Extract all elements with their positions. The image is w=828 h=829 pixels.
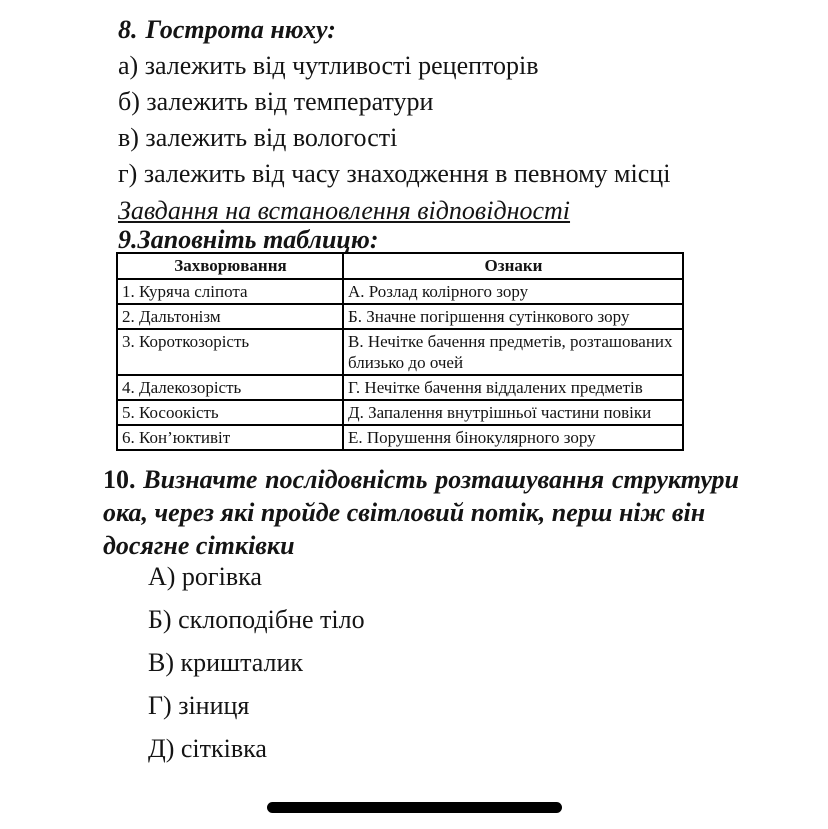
question8-option-v: в) залежить від вологості bbox=[118, 123, 398, 152]
sign-cell: А. Розлад колірного зору bbox=[343, 279, 683, 304]
question10-option-a: А) рогівка bbox=[148, 562, 262, 591]
disease-cell: 6. Кон’юктивіт bbox=[117, 425, 343, 450]
sign-cell: Г. Нечітке бачення віддалених предметів bbox=[343, 375, 683, 400]
question10-option-v: В) кришталик bbox=[148, 648, 304, 677]
question10-title-text1: Визначте послідовність розташування структури bbox=[143, 465, 739, 494]
table-row bbox=[117, 304, 683, 329]
question10-title bbox=[103, 463, 739, 562]
question8-option-g: г) залежить від часу знаходження в певному місці bbox=[118, 159, 671, 188]
question10-option-g: Г) зіниця bbox=[148, 691, 250, 720]
question9-title: 9.Заповніть таблицю: bbox=[118, 225, 379, 254]
table-row bbox=[117, 425, 683, 450]
disease-cell: 2. Дальтонізм bbox=[117, 304, 343, 329]
table-row bbox=[117, 279, 683, 304]
disease-cell: 1. Куряча сліпота bbox=[117, 279, 343, 304]
sign-cell: Б. Значне погіршення сутінкового зору bbox=[343, 304, 683, 329]
question10-number: 10. bbox=[103, 465, 136, 494]
question8-title bbox=[118, 14, 336, 46]
sign-cell: Д. Запалення внутрішньої частини повіки bbox=[343, 400, 683, 425]
diseases-table bbox=[116, 252, 684, 451]
question10-title-line2: ока, через які пройде світловий потік, перш ніж він bbox=[103, 498, 706, 527]
sign-cell: Е. Порушення бінокулярного зору bbox=[343, 425, 683, 450]
disease-cell: 3. Короткозорість bbox=[117, 329, 343, 375]
question10-title-line3: досягне сітківки bbox=[103, 531, 295, 560]
question8-number: 8. bbox=[118, 15, 138, 44]
table-row bbox=[117, 329, 683, 375]
table-row bbox=[117, 400, 683, 425]
table-header-row bbox=[117, 253, 683, 279]
disease-cell: 5. Косоокість bbox=[117, 400, 343, 425]
home-indicator-bar[interactable] bbox=[267, 802, 562, 813]
question10-title-line1 bbox=[103, 463, 739, 496]
table-header-disease: Захворювання bbox=[117, 253, 343, 279]
table-header-sign: Ознаки bbox=[343, 253, 683, 279]
disease-cell: 4. Далекозорість bbox=[117, 375, 343, 400]
question10-option-d: Д) сітківка bbox=[148, 734, 267, 763]
question8-title-text: Гострота нюху: bbox=[145, 15, 336, 44]
sign-cell: В. Нечітке бачення предметів, розташованих близько до очей bbox=[343, 329, 683, 375]
question8-option-b: б) залежить від температури bbox=[118, 87, 434, 116]
section-heading: Завдання на встановлення відповідності bbox=[118, 196, 571, 225]
question8-option-a: а) залежить від чутливості рецепторів bbox=[118, 51, 539, 80]
table-row bbox=[117, 375, 683, 400]
question10-option-b: Б) склоподібне тіло bbox=[148, 605, 365, 634]
